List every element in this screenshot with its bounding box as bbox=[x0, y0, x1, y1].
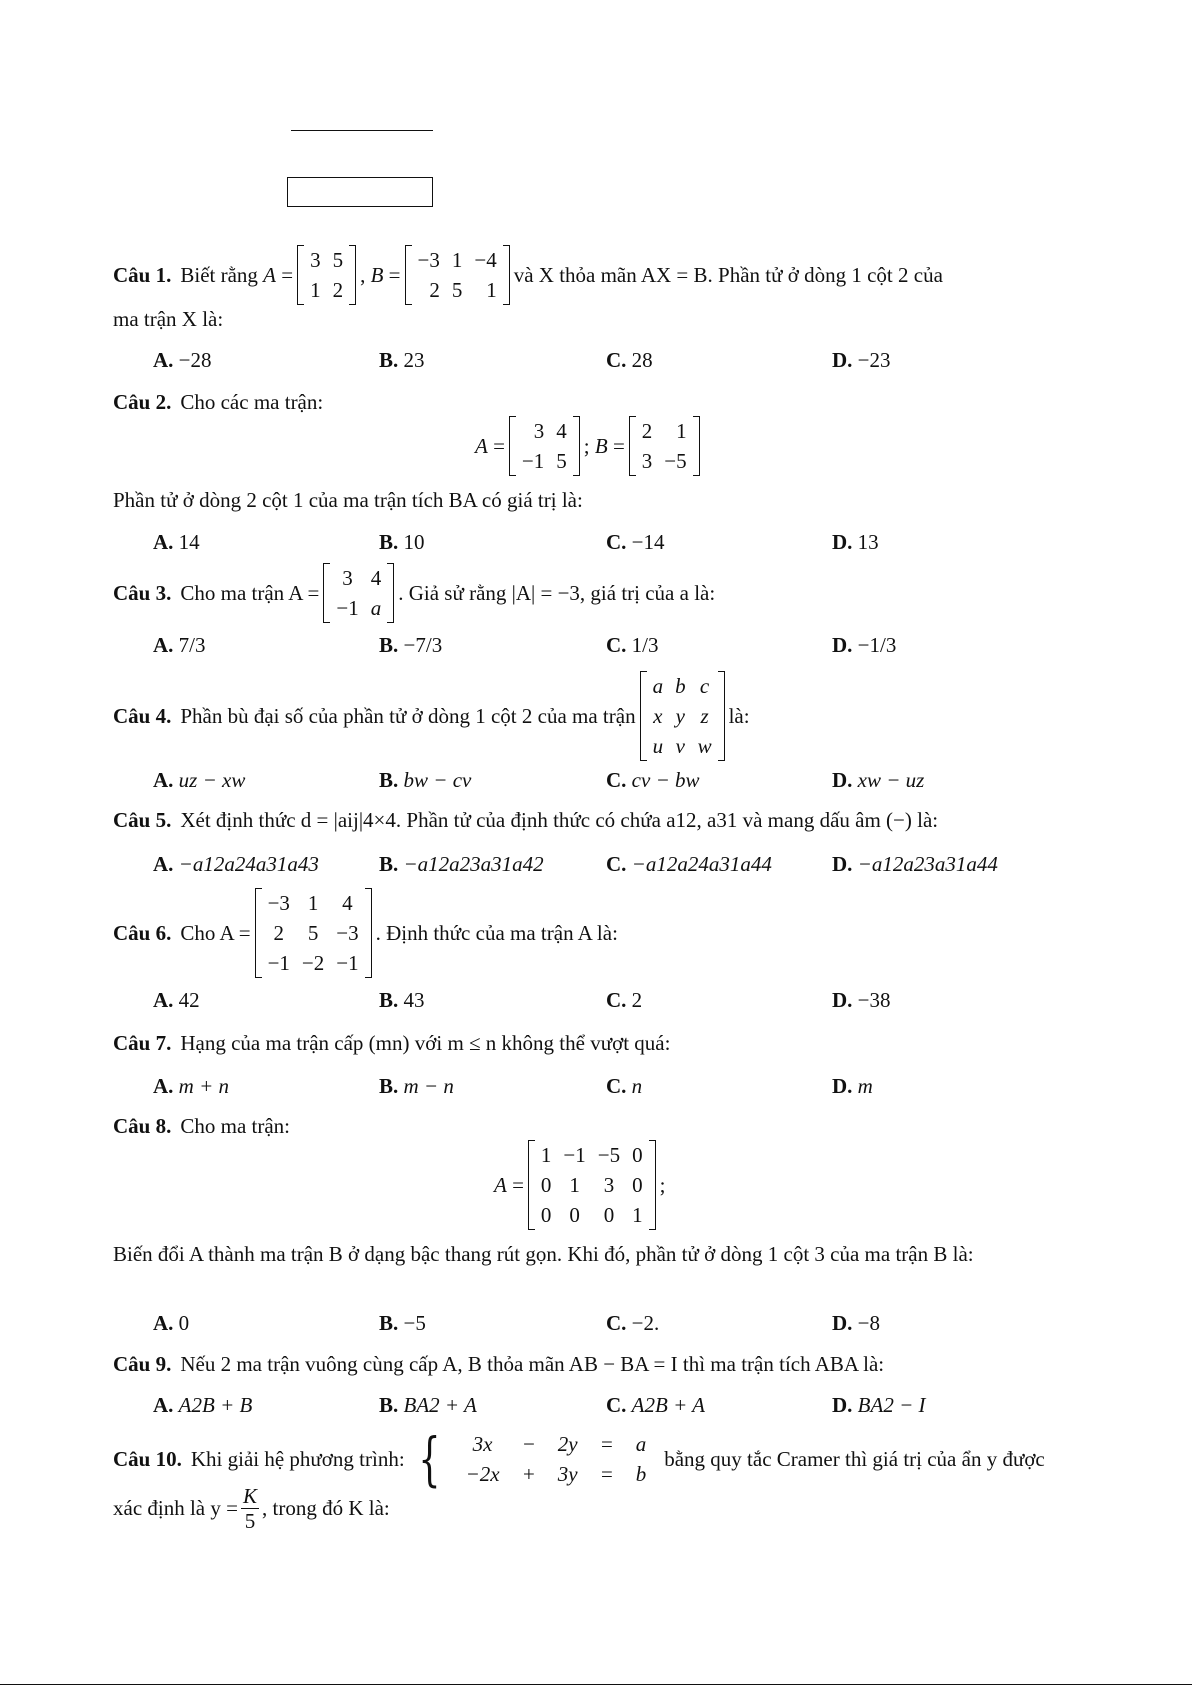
options-4: A. uz − xw B. bw − cv C. cv − bw D. xw − uz bbox=[153, 768, 925, 792]
fraction: $\frac{K}{5}$ bbox=[242, 1484, 257, 1533]
matrix-a: 3 5 1 2 bbox=[297, 245, 356, 305]
options-9: A. A2B + B B. BA2 + A C. A2B + A D. BA2 − I bbox=[153, 1393, 926, 1417]
question-5: Câu 5. Xét định thức d = |aij|4×4. Phần tử của định thức có chứa a12, a31 và mang dấu âm (−) là: bbox=[113, 808, 939, 832]
options-5: A. −a12a24a31a43 B. −a12a23a31a42 C. −a12a24a31a44 D. −a12a23a31a44 bbox=[153, 852, 998, 876]
equation-system: { 3x − 2y = a −2x + 3y = b bbox=[418, 1425, 647, 1493]
header-box bbox=[287, 177, 433, 207]
options-8: A. 0 B. −5 C. −2. D. −8 bbox=[153, 1311, 881, 1335]
header-rule bbox=[291, 130, 433, 131]
question-8: Câu 8. Cho ma trận: bbox=[113, 1114, 291, 1138]
question-7: Câu 7. Hạng của ma trận cấp (mn) với m ≤ n không thể vượt quá: bbox=[113, 1031, 671, 1055]
matrix-a: 3 4 −1 5 bbox=[509, 416, 580, 476]
question-10: Câu 10. Khi giải hệ phương trình: { 3x − 2y = a −2x + 3y = b bằng quy tắc Cramer thì giá trị của ẩn y được bbox=[113, 1425, 1045, 1493]
question-label: Câu 1. bbox=[113, 262, 172, 287]
matrix-a-block: A = 1 −1 −5 0 0 1 3 0 0 0 0 1 ; bbox=[494, 1140, 665, 1230]
question-3: Câu 3. Cho ma trận A = 3 4 −1 a . Giả sử rằng |A| = −3, giá trị của a là: bbox=[113, 563, 715, 623]
matrix-m: a b c x y z u v w bbox=[640, 671, 725, 761]
question-text-cont: Phần tử ở dòng 2 cột 1 của ma trận tích BA có giá trị là: bbox=[113, 488, 583, 512]
matrices-ab: A = 3 4 −1 5 ; B = 2 1 3 −5 bbox=[475, 416, 704, 476]
options-1: A. −28 B. 23 C. 28 D. −23 bbox=[153, 348, 891, 372]
matrix-b: 2 1 3 −5 bbox=[629, 416, 700, 476]
question-text-cont: Biến đổi A thành ma trận B ở dạng bậc thang rút gọn. Khi đó, phần tử ở dòng 1 cột 3 của ma trận B là: bbox=[113, 1242, 974, 1266]
question-6: Câu 6. Cho A = −3 1 4 2 5 −3 −1 −2 −1 . Định thức của ma trận A là: bbox=[113, 888, 618, 978]
question-10-cont: xác định là y = $\frac{K}{5}$ , trong đó K là: bbox=[113, 1484, 390, 1533]
options-2: A. 14 B. 10 C. −14 D. 13 bbox=[153, 530, 879, 554]
question-text-cont: ma trận X là: bbox=[113, 307, 224, 331]
matrix-a: 1 −1 −5 0 0 1 3 0 0 0 0 1 bbox=[528, 1140, 656, 1230]
question-1: Câu 1. Biết rằng A = 3 5 1 2 , B = −3 1 −4 2 5 1 và X thỏa mãn AX = B. Phần tử ở dòng 1 cột 2 của bbox=[113, 245, 943, 305]
matrix-a: −3 1 4 2 5 −3 −1 −2 −1 bbox=[255, 888, 372, 978]
question-2: Câu 2. Cho các ma trận: bbox=[113, 390, 324, 414]
question-4: Câu 4. Phần bù đại số của phần tử ở dòng 1 cột 2 của ma trận a b c x y z u v w là: bbox=[113, 671, 750, 761]
matrix-b: −3 1 −4 2 5 1 bbox=[405, 245, 510, 305]
options-7: A. m + n B. m − n C. n D. m bbox=[153, 1074, 873, 1098]
options-3: A. 7/3 B. −7/3 C. 1/3 D. −1/3 bbox=[153, 633, 897, 657]
matrix-a: 3 4 −1 a bbox=[323, 563, 394, 623]
question-9: Câu 9. Nếu 2 ma trận vuông cùng cấp A, B thỏa mãn AB − BA = I thì ma trận tích ABA là: bbox=[113, 1352, 885, 1376]
options-6: A. 42 B. 43 C. 2 D. −38 bbox=[153, 988, 891, 1012]
